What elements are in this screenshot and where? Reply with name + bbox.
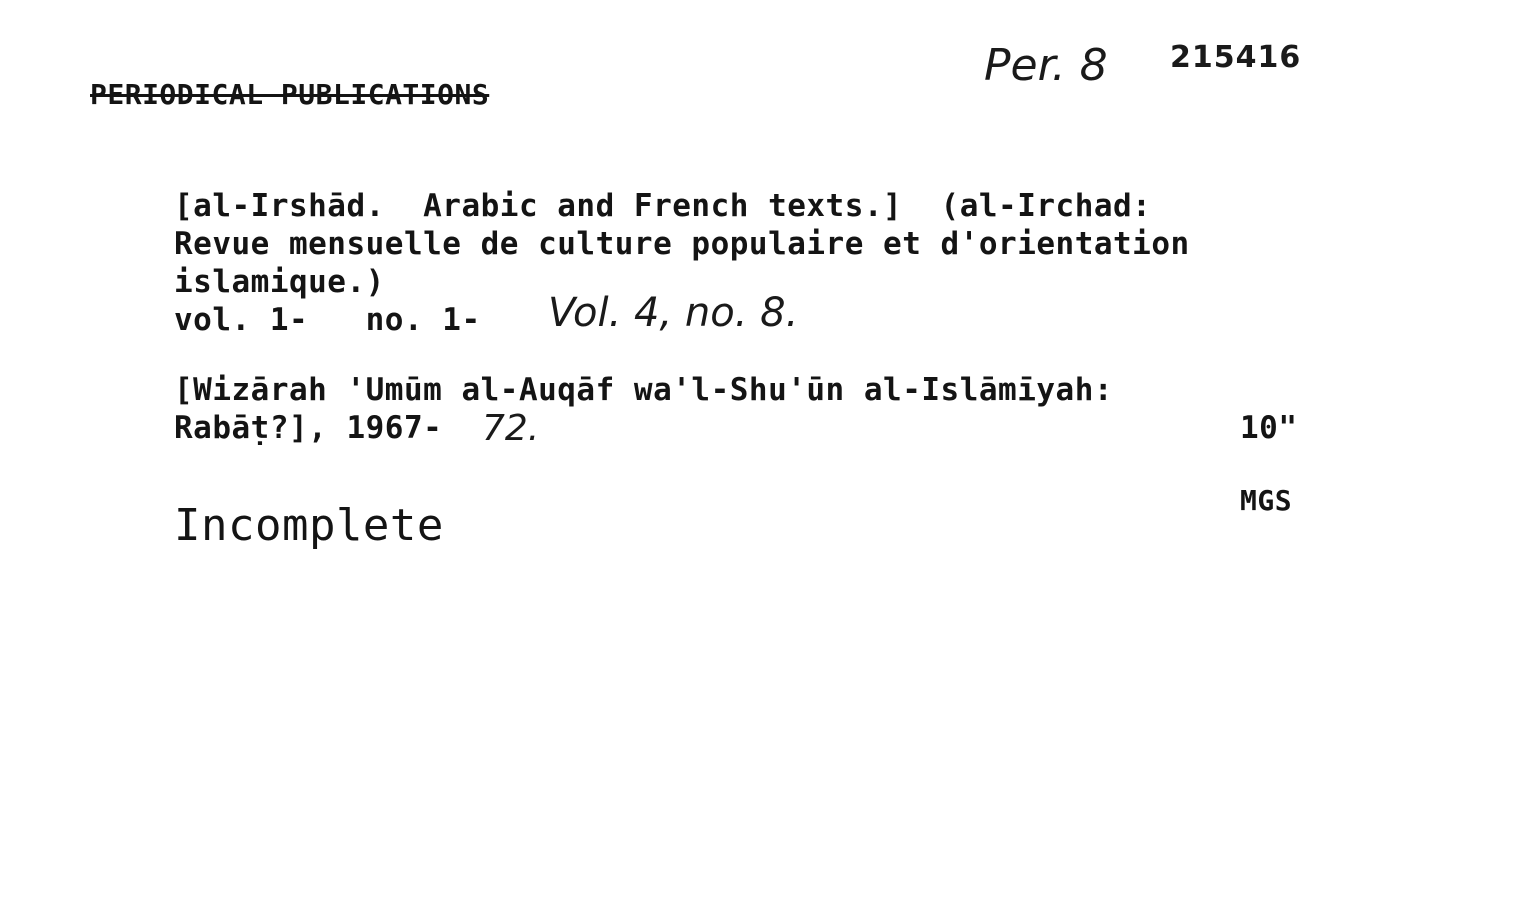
title-line-1: [al-Irshād. Arabic and French texts.] (al-Irchad: — [174, 188, 1152, 224]
heading-struck-out: PERIODICAL PUBLICATIONS — [90, 78, 490, 111]
title-line-3: islamique.) — [174, 264, 385, 300]
cataloger-initials: MGS — [1240, 484, 1293, 517]
shelf-mark: Per. 8 — [984, 40, 1108, 91]
holdings-note: Vol. 4, no. 8. — [548, 290, 799, 336]
accession-number: 215416 — [1170, 40, 1302, 75]
imprint-line-1: [Wizārah 'Umūm al-Auqāf wa'l-Shu'ūn al-Islāmīyah: — [174, 372, 1114, 408]
imprint-line-2: Rabāṭ?], 1967- — [174, 410, 443, 446]
imprint-closing-year: 72. — [482, 408, 540, 449]
numbering: vol. 1- no. 1- — [174, 302, 481, 338]
title-line-2: Revue mensuelle de culture populaire et d'orientation — [174, 226, 1190, 262]
size: 10" — [1240, 410, 1298, 446]
status-note: Incomplete — [174, 500, 444, 551]
